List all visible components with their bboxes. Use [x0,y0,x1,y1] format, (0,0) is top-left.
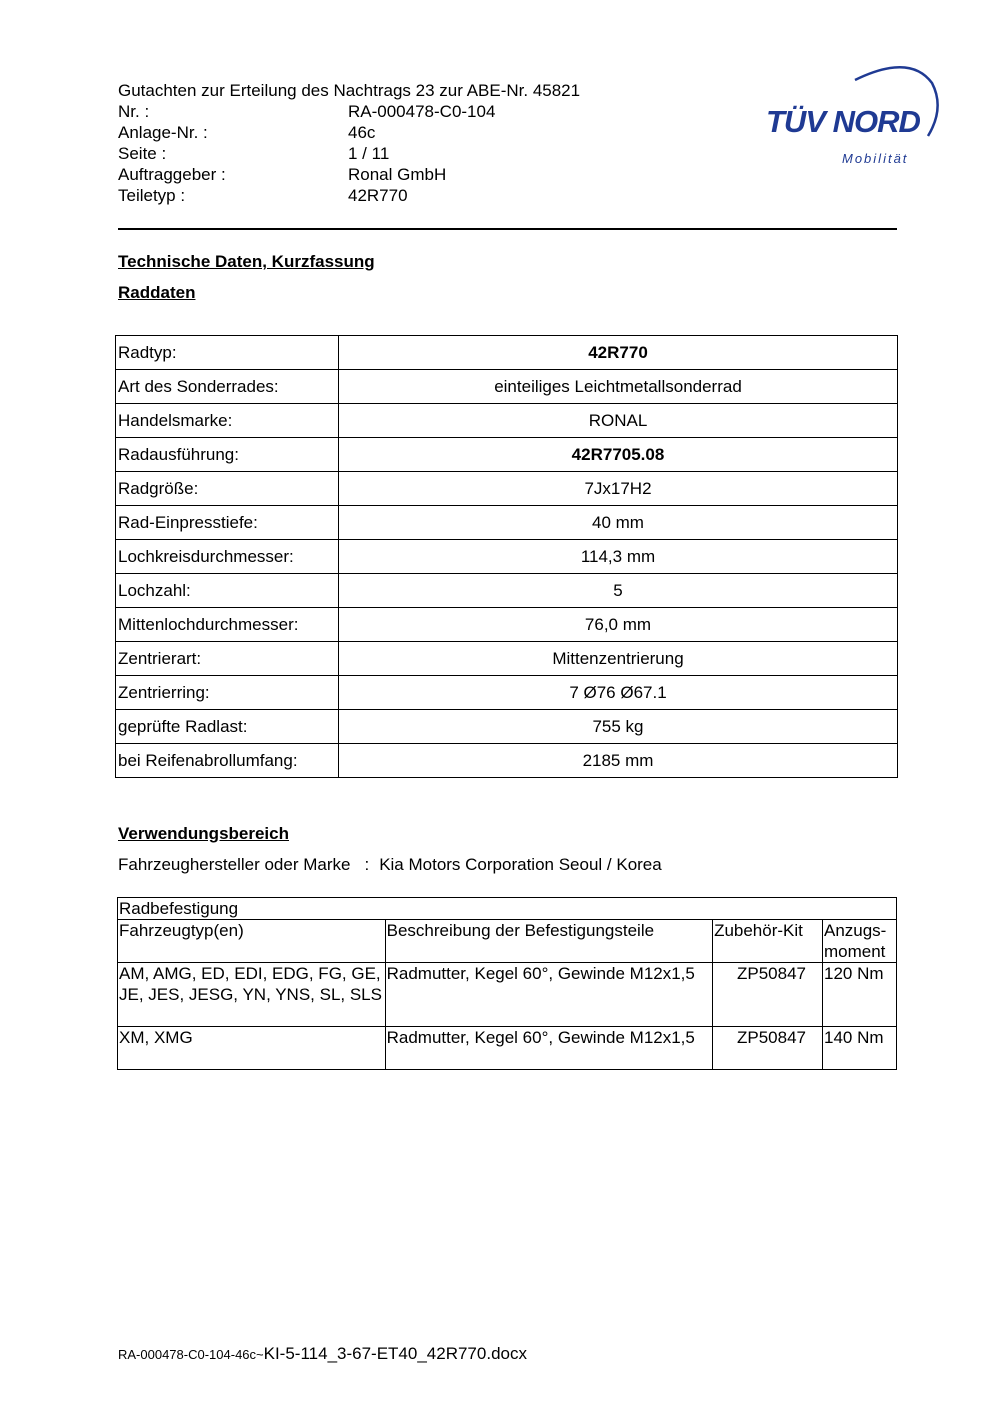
manufacturer-separator: : [364,855,370,874]
header-value: 42R770 [348,186,408,205]
table-cell: 140 Nm [822,1027,896,1070]
table-row [116,710,898,744]
manufacturer-line [118,855,662,875]
property-value: 5 [339,574,898,608]
header-label: Auftraggeber : [118,165,226,184]
fastening-table [117,897,897,1070]
header-label: Seite : [118,144,167,163]
table-row [116,438,898,472]
verwendung-title: Verwendungsbereich [118,824,289,843]
document-header [118,80,580,206]
tuv-nord-logo [760,58,945,173]
header-value: Ronal GmbH [348,165,447,184]
table-row [116,540,898,574]
logo-brand: TÜV NORD [766,104,920,139]
property-label: bei Reifenabrollumfang: [116,744,339,778]
fastening-header-row [118,920,897,963]
table-row [118,1027,897,1070]
table-cell: AM, AMG, ED, EDI, EDG, FG, GE, JE, JES, JESG, YN, YNS, SL, SLS [118,963,386,1027]
table-cell: Radmutter, Kegel 60°, Gewinde M12x1,5 [385,963,712,1027]
table-cell: Radmutter, Kegel 60°, Gewinde M12x1,5 [385,1027,712,1070]
section-title: Technische Daten, Kurzfassung [118,252,375,271]
header-value: RA-000478-C0-104 [348,102,496,121]
fastening-title: Radbefestigung [118,898,897,920]
table-row [116,404,898,438]
property-label: Radausführung: [116,438,339,472]
table-row [116,472,898,506]
table-row [116,642,898,676]
footer-file: KI-5-114_3-67-ET40_42R770.docx [263,1344,527,1363]
property-label: Radtyp: [116,336,339,370]
manufacturer-value: Kia Motors Corporation Seoul / Korea [379,855,662,874]
table-cell: ZP50847 [713,963,823,1027]
logo-subtitle: Mobilität [842,151,909,166]
table-row [116,506,898,540]
property-value: 2185 mm [339,744,898,778]
property-value: 42R7705.08 [339,438,898,472]
header-row [118,143,580,164]
table-row [116,676,898,710]
property-label: Handelsmarke: [116,404,339,438]
property-label: Lochzahl: [116,574,339,608]
property-value: 755 kg [339,710,898,744]
table-row [118,963,897,1027]
property-label: Radgröße: [116,472,339,506]
property-label: geprüfte Radlast: [116,710,339,744]
header-label: Anlage-Nr. : [118,123,208,142]
property-label: Art des Sonderrades: [116,370,339,404]
header-row [118,185,580,206]
header-divider [118,228,897,230]
manufacturer-label: Fahrzeughersteller oder Marke [118,855,351,874]
property-value: 7Jx17H2 [339,472,898,506]
property-label: Zentrierart: [116,642,339,676]
raddaten-title: Raddaten [118,283,196,302]
property-value: 42R770 [339,336,898,370]
header-value: 46c [348,123,376,142]
header-row [118,164,580,185]
report-title: Gutachten zur Erteilung des Nachtrags 23 zur ABE-Nr. 45821 [118,81,581,100]
header-label: Nr. : [118,102,150,121]
column-header: Zubehör-Kit [713,920,823,963]
header-row [118,122,580,143]
table-cell: 120 Nm [822,963,896,1027]
header-row [118,101,580,122]
property-label: Rad-Einpresstiefe: [116,506,339,540]
column-header: Anzugs- moment [822,920,896,963]
property-value: 7 Ø76 Ø67.1 [339,676,898,710]
property-label: Lochkreisdurchmesser: [116,540,339,574]
table-row [116,336,898,370]
column-header: Beschreibung der Befestigungsteile [385,920,712,963]
property-label: Mittenlochdurchmesser: [116,608,339,642]
table-row [116,370,898,404]
table-cell: XM, XMG [118,1027,386,1070]
fastening-title-row [118,898,897,920]
table-row [116,574,898,608]
property-value: 114,3 mm [339,540,898,574]
property-value: 76,0 mm [339,608,898,642]
wheel-data-table [115,335,898,778]
table-cell: ZP50847 [713,1027,823,1070]
column-header: Fahrzeugtyp(en) [118,920,386,963]
footer-filename [118,1344,527,1364]
property-value: 40 mm [339,506,898,540]
header-value: 1 / 11 [348,144,390,163]
property-value: RONAL [339,404,898,438]
header-label: Teiletyp : [118,186,186,205]
table-row [116,608,898,642]
property-value: einteiliges Leichtmetallsonderrad [339,370,898,404]
property-label: Zentrierring: [116,676,339,710]
table-row [116,744,898,778]
footer-prefix: RA-000478-C0-104-46c~ [118,1347,264,1362]
property-value: Mittenzentrierung [339,642,898,676]
